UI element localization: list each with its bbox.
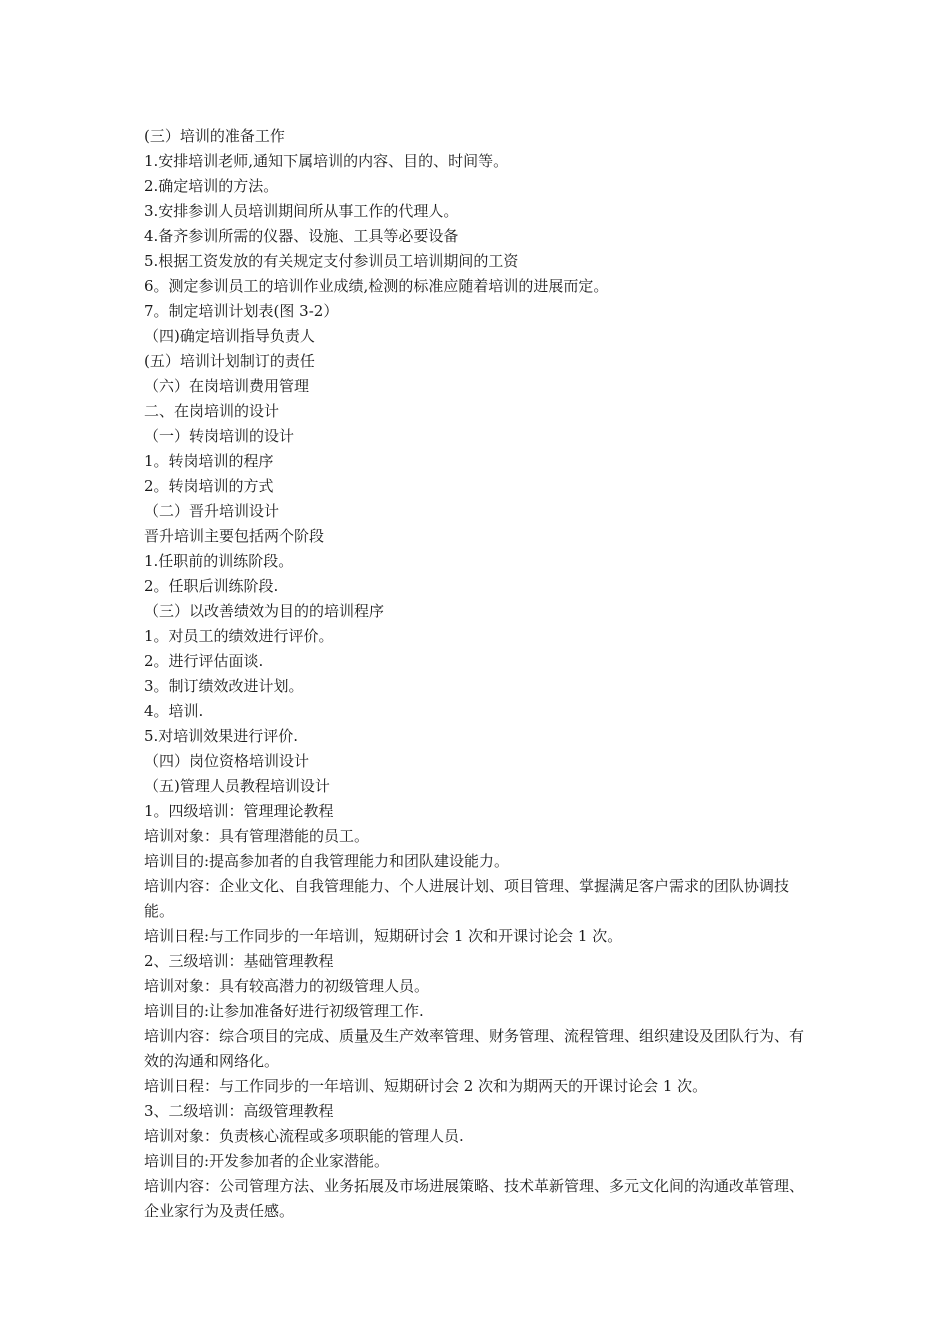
paragraph: 培训目的:让参加准备好进行初级管理工作. — [144, 1002, 424, 1020]
section-heading: （三）以改善绩效为目的的培训程序 — [144, 602, 385, 620]
section-heading: (三）培训的准备工作 — [144, 127, 285, 145]
paragraph: 培训对象：负责核心流程或多项职能的管理人员. — [144, 1127, 464, 1145]
paragraph: 培训内容：企业文化、自我管理能力、个人进展计划、项目管理、掌握满足客户需求的团队协调技能。 — [144, 877, 790, 920]
list-item: 2。任职后训练阶段. — [144, 577, 279, 595]
list-item: 4.备齐参训所需的仪器、设施、工具等必要设备 — [144, 227, 459, 245]
document-body — [144, 124, 810, 1224]
list-item: 1.安排培训老师,通知下属培训的内容、目的、时间等。 — [144, 152, 509, 170]
list-item: 5.根据工资发放的有关规定支付参训员工培训期间的工资 — [144, 252, 519, 270]
paragraph: 培训日程：与工作同步的一年培训、短期研讨会 2 次和为期两天的开课讨论会 1 次。 — [144, 1077, 708, 1095]
section-heading: （四）岗位资格培训设计 — [144, 752, 310, 770]
section-heading: （一）转岗培训的设计 — [144, 427, 295, 445]
paragraph: 培训对象：具有管理潜能的员工。 — [144, 827, 370, 845]
section-heading: （六）在岗培训费用管理 — [144, 377, 310, 395]
paragraph: 培训对象：具有较高潜力的初级管理人员。 — [144, 977, 430, 995]
list-item: 2、三级培训：基础管理教程 — [144, 952, 334, 970]
paragraph: 培训目的:开发参加者的企业家潜能。 — [144, 1152, 390, 1170]
list-item: 3、二级培训：高级管理教程 — [144, 1102, 334, 1120]
list-item: 3。制订绩效改进计划。 — [144, 677, 304, 695]
list-item: 1。转岗培训的程序 — [144, 452, 274, 470]
paragraph: 培训内容：综合项目的完成、质量及生产效率管理、财务管理、流程管理、组织建设及团队行为、有效的沟通和网络化。 — [144, 1027, 805, 1070]
section-heading: (五）培训计划制订的责任 — [144, 352, 315, 370]
list-item: 1。四级培训：管理理论教程 — [144, 802, 334, 820]
list-item: 4。培训. — [144, 702, 204, 720]
paragraph: 培训目的:提高参加者的自我管理能力和团队建设能力。 — [144, 852, 510, 870]
list-item: 2.确定培训的方法。 — [144, 177, 279, 195]
section-heading: （四)确定培训指导负责人 — [144, 327, 315, 345]
list-item: 2。转岗培训的方式 — [144, 477, 274, 495]
paragraph: 培训内容：公司管理方法、业务拓展及市场进展策略、技术革新管理、多元文化间的沟通改革管理、企业家行为及责任感。 — [144, 1177, 805, 1220]
chapter-heading: 二、在岗培训的设计 — [144, 402, 280, 420]
section-heading: （五)管理人员教程培训设计 — [144, 777, 330, 795]
list-item: 5.对培训效果进行评价. — [144, 727, 299, 745]
list-item: 2。进行评估面谈. — [144, 652, 264, 670]
paragraph: 培训日程:与工作同步的一年培训，短期研讨会 1 次和开课讨论会 1 次。 — [144, 927, 623, 945]
list-item: 6。测定参训员工的培训作业成绩,检测的标准应随着培训的进展而定。 — [144, 277, 609, 295]
paragraph: 晋升培训主要包括两个阶段 — [144, 527, 325, 545]
list-item: 3.安排参训人员培训期间所从事工作的代理人。 — [144, 202, 459, 220]
section-heading: （二）晋升培训设计 — [144, 502, 280, 520]
list-item: 7。制定培训计划表(图 3-2） — [144, 302, 339, 320]
list-item: 1.任职前的训练阶段。 — [144, 552, 294, 570]
list-item: 1。对员工的绩效进行评价。 — [144, 627, 334, 645]
